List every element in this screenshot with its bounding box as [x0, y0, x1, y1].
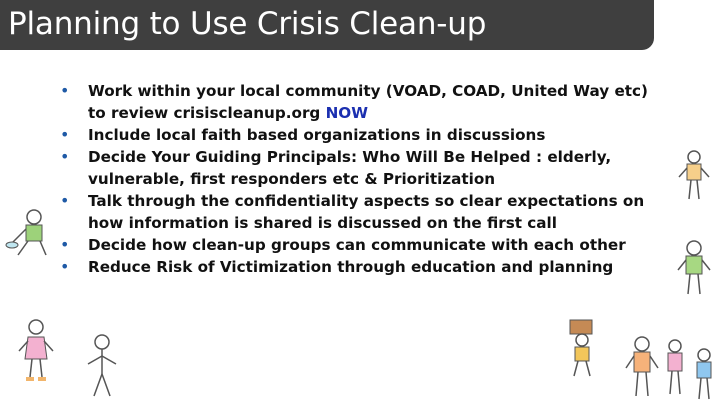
bullet-item	[60, 124, 670, 146]
stick-figure-kid-icon	[690, 345, 718, 403]
stick-figure-kid-icon	[16, 315, 56, 385]
bullet-item	[60, 256, 670, 278]
bullet-glyph: •	[60, 147, 70, 166]
bullet-emphasis: NOW	[325, 104, 368, 122]
bullet-glyph: •	[60, 81, 70, 100]
title-bar	[0, 0, 654, 50]
bullet-item	[60, 80, 670, 124]
bullet-list	[60, 80, 670, 278]
stick-figure-kid-icon	[4, 205, 54, 265]
bullet-text: Include local faith based organizations in discussions	[88, 126, 546, 144]
bullet-text: Work within your local community (VOAD, COAD, United Way etc) to review crisiscleanup.org	[88, 82, 648, 122]
bullet-text: Talk through the confidentiality aspects so clear expectations on how information is shared is discussed on the first call	[88, 192, 645, 232]
bullet-glyph: •	[60, 125, 70, 144]
stick-figure-kid-icon	[562, 318, 602, 380]
stick-figure-kid-icon	[660, 336, 690, 400]
stick-figure-kid-icon	[624, 332, 660, 402]
bullet-text: Reduce Risk of Victimization through education and planning	[88, 258, 614, 276]
bullet-item	[60, 190, 670, 234]
bullet-text: Decide how clean-up groups can communicate with each other	[88, 236, 626, 254]
bullet-item	[60, 146, 670, 190]
bullet-text: Decide Your Guiding Principals: Who Will Be Helped : elderly, vulnerable, first responders etc & Prioritization	[88, 148, 612, 188]
bullet-glyph: •	[60, 191, 70, 210]
stick-figure-kid-icon	[82, 330, 122, 402]
bullet-glyph: •	[60, 257, 70, 276]
stick-figure-kid-icon	[676, 147, 712, 207]
bullet-item	[60, 234, 670, 256]
stick-figure-kid-icon	[674, 238, 714, 300]
bullet-glyph: •	[60, 235, 70, 254]
slide-title: Planning to Use Crisis Clean-up	[8, 6, 487, 42]
